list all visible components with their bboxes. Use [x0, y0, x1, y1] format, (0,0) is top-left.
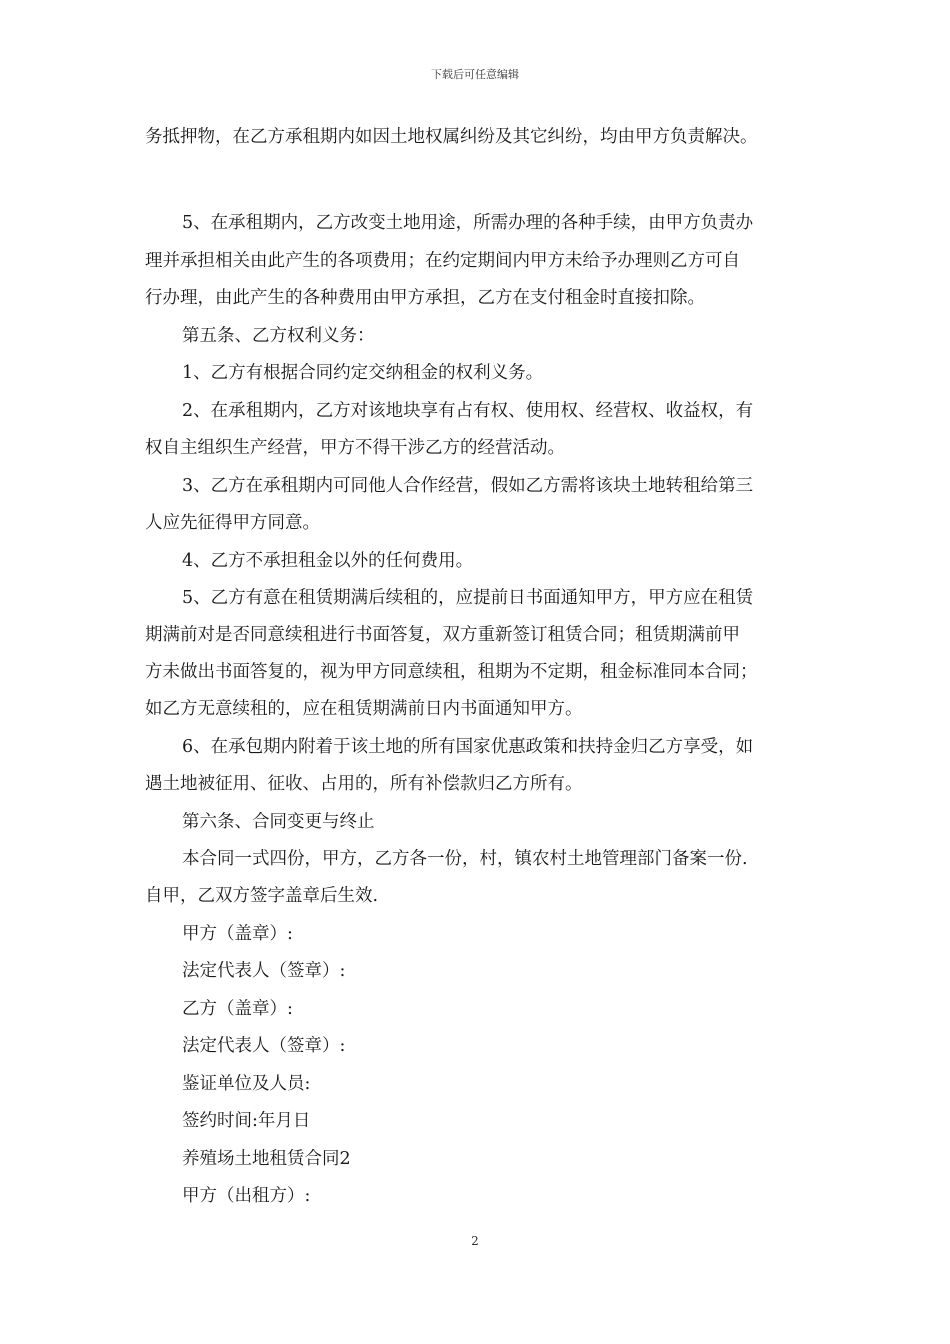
- signature-field: 签约时间:年月日: [182, 1111, 311, 1131]
- paragraph-line: 方未做出书面答复的，视为甲方同意续租，租期为不定期，租金标准同本合同；: [145, 662, 758, 682]
- party-field: 甲方（出租方）:: [182, 1186, 311, 1206]
- signature-field: 甲方（盖章）:: [182, 924, 293, 944]
- paragraph-line: 2、在承租期内，乙方对该地块享有占有权、使用权、经营权、收益权，有: [182, 401, 754, 421]
- paragraph-line: 如乙方无意续租的，应在租赁期满前日内书面通知甲方。: [145, 699, 583, 719]
- paragraph-line: 5、在承租期内，乙方改变土地用途，所需办理的各种手续，由甲方负责办: [182, 213, 754, 233]
- section-heading: 第五条、乙方权利义务：: [182, 326, 375, 346]
- paragraph-line: 人应先征得甲方同意。: [145, 513, 320, 533]
- page-number: 2: [471, 1234, 479, 1248]
- signature-field: 法定代表人（签章）:: [182, 961, 346, 981]
- paragraph-line: 务抵押物，在乙方承租期内如因土地权属纠纷及其它纠纷，均由甲方负责解决。: [145, 127, 758, 147]
- paragraph-line: 遇土地被征用、征收、占用的，所有补偿款归乙方所有。: [145, 774, 583, 794]
- paragraph-line: 行办理，由此产生的各种费用由甲方承担，乙方在支付租金时直接扣除。: [145, 288, 705, 308]
- header-note: 下载后可任意编辑: [431, 68, 519, 81]
- paragraph-line: 3、乙方在承租期内可同他人合作经营，假如乙方需将该块土地转租给第三: [182, 476, 754, 496]
- section-heading: 第六条、合同变更与终止: [182, 812, 375, 832]
- signature-field: 鉴证单位及人员:: [182, 1074, 311, 1094]
- paragraph-line: 本合同一式四份，甲方，乙方各一份，村，镇农村土地管理部门备案一份.: [182, 849, 748, 869]
- signature-field: 法定代表人（签章）:: [182, 1036, 346, 1056]
- paragraph-line: 1、乙方有根据合同约定交纳租金的权利义务。: [182, 363, 544, 383]
- paragraph-line: 权自主组织生产经营，甲方不得干涉乙方的经营活动。: [145, 438, 565, 458]
- signature-field: 乙方（盖章）:: [182, 999, 293, 1019]
- paragraph-line: 4、乙方不承担租金以外的任何费用。: [182, 551, 474, 571]
- document-title: 养殖场土地租赁合同2: [182, 1149, 351, 1169]
- paragraph-line: 5、乙方有意在租赁期满后续租的，应提前日书面通知甲方，甲方应在租赁: [182, 588, 754, 608]
- paragraph-line: 6、在承包期内附着于该土地的所有国家优惠政策和扶持金归乙方享受，如: [182, 737, 754, 757]
- paragraph-line: 理并承担相关由此产生的各项费用；在约定期间内甲方未给予办理则乙方可自: [145, 251, 740, 271]
- paragraph-line: 期满前对是否同意续租进行书面答复，双方重新签订租赁合同；租赁期满前甲: [145, 625, 740, 645]
- paragraph-line: 自甲，乙双方签字盖章后生效.: [145, 886, 379, 906]
